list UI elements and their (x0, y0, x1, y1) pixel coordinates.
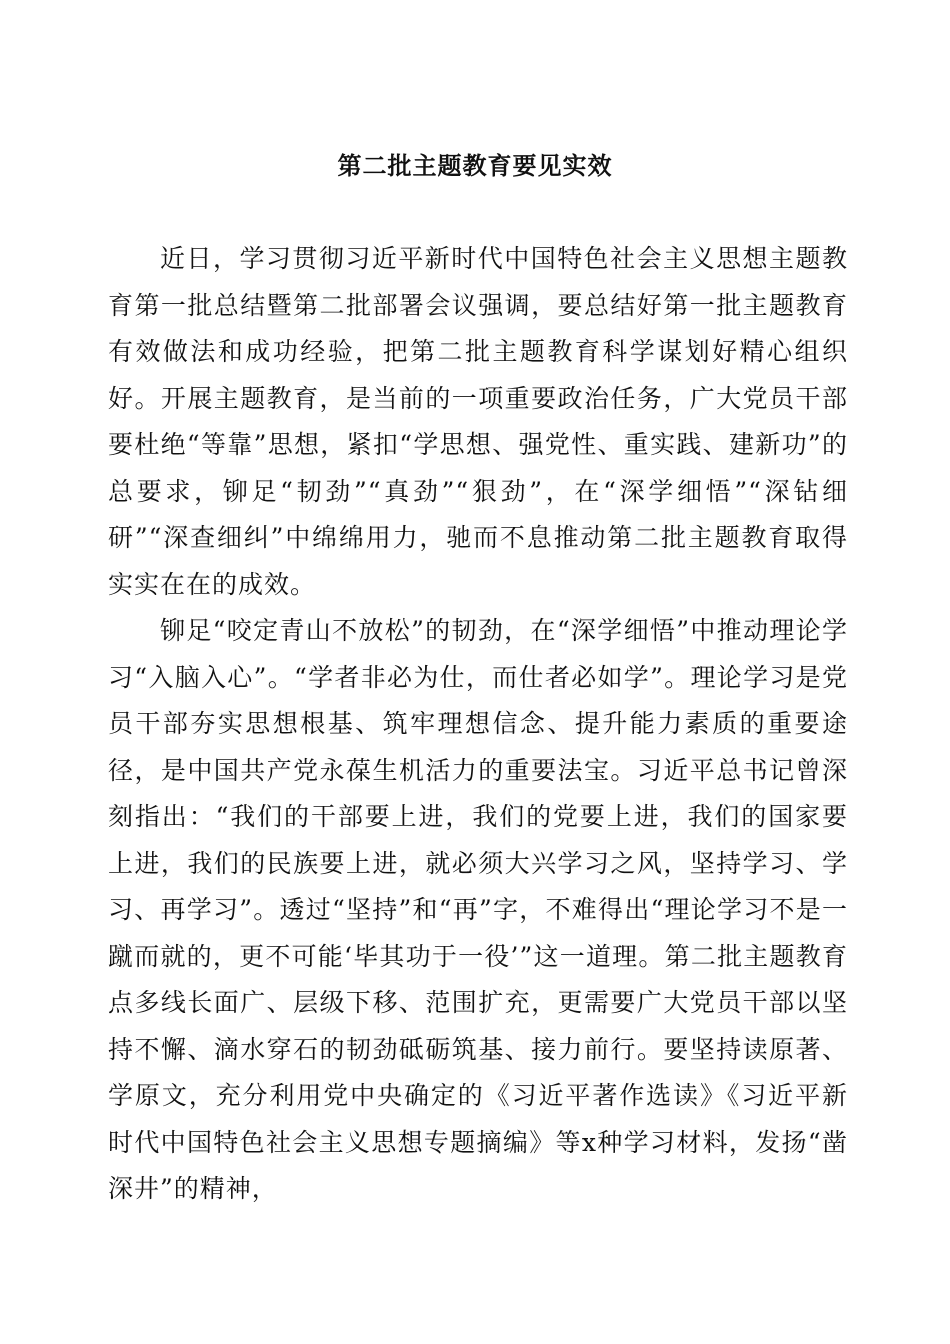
paragraph-1: 近日，学习贯彻习近平新时代中国特色社会主义思想主题教育第一批总结暨第二批部署会议强调，要总结好第一批主题教育有效做法和成功经验，把第二批主题教育科学谋划好精心组织好。开展主题教育，是当前的一项重要政治任务，广大党员干部要杜绝“等靠”思想，紧扣“学思想、强党性、重实践、建新功”的总要求，铆足“韧劲”“真劲”“狠劲”，在“深学细悟”“深钻细研”“深查细纠”中绵绵用力，驰而不息推动第二批主题教育取得实实在在的成效。 (108, 244, 848, 599)
paragraph-2: 铆足“咬定青山不放松”的韧劲，在“深学细悟”中推动理论学习“入脑入心”。“学者非必为仕，而仕者必如学”。理论学习是党员干部夯实思想根基、筑牢理想信念、提升能力素质的重要途径，是中国共产党永葆生机活力的重要法宝。习近平总书记曾深刻指出：“我们的干部要上进，我们的党要上进，我们的国家要上进，我们的民族要上进，就必须大兴学习之风，坚持学习、学习、再学习”。透过“坚持”和“再”字，不难得出“理论学习不是一蹴而就的，更不可能‘毕其功于一役’”这一道理。第二批主题教育点多线长面广、层级下移、范围扩充，更需要广大党员干部以坚持不懈、滴水穿石的韧劲砥砺筑基、接力前行。要坚持读原著、学原文，充分利用党中央确定的《习近平著作选读》《习近平新时代中国特色社会主义思想专题摘编》等x种学习材料，发扬“凿深井”的精神， (108, 616, 848, 1203)
document-body (108, 236, 848, 1213)
document-title: 第二批主题教育要见实效 (337, 151, 613, 180)
